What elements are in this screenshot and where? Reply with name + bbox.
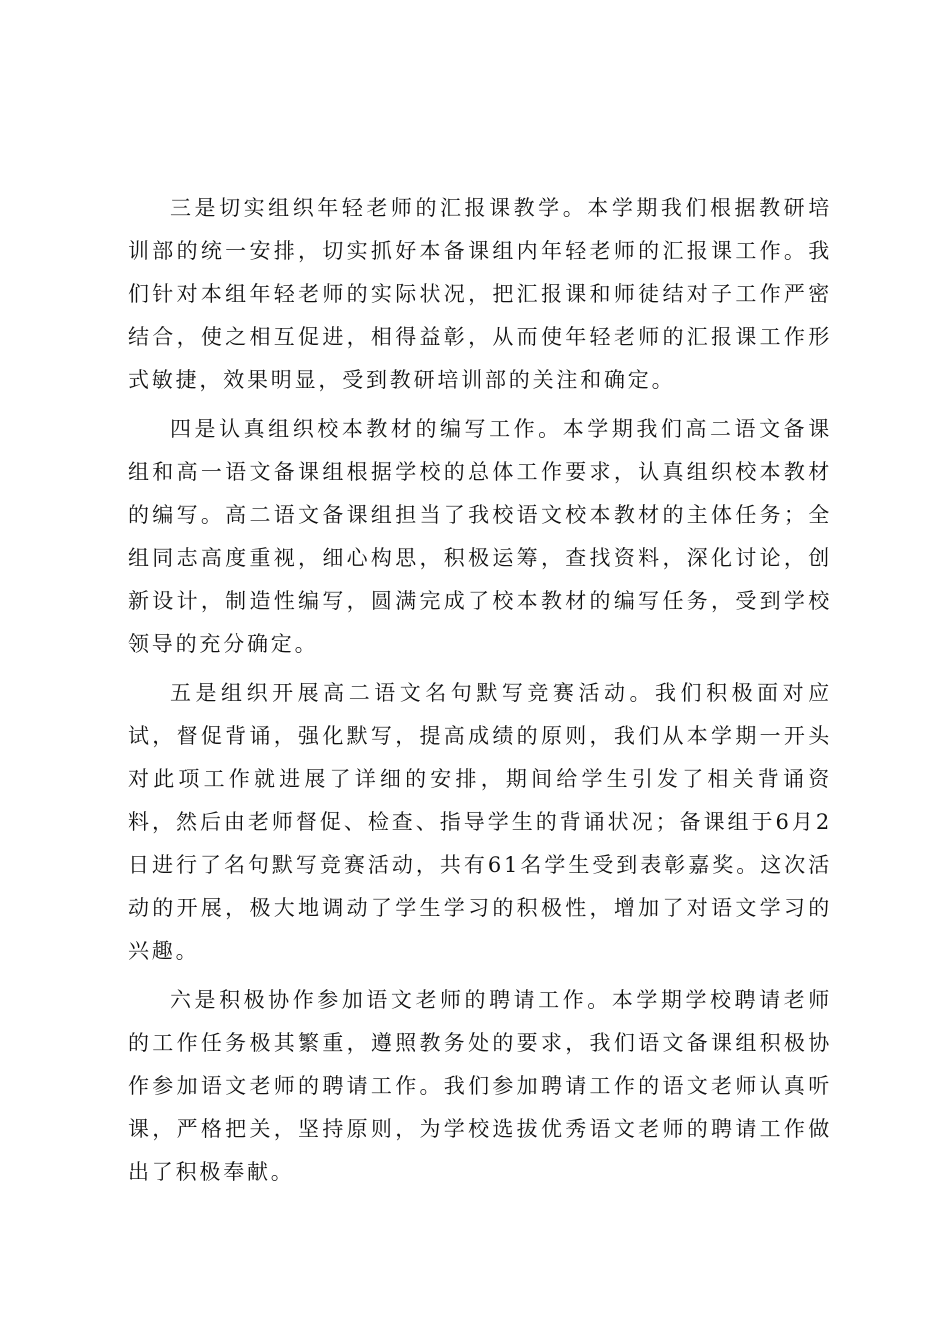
paragraph-6-teacher-hiring: 六是积极协作参加语文老师的聘请工作。本学期学校聘请老师的工作任务极其繁重，遵照教务处的要求，我们语文备课组积极协作参加语文老师的聘请工作。我们参加聘请工作的语文老师认真听课，严格把关，坚持原则，为学校选拔优秀语文老师的聘请工作做出了积极奉献。 (128, 988, 832, 1184)
document-body (128, 187, 832, 1200)
paragraph-4-textbook-writing: 四是认真组织校本教材的编写工作。本学期我们高二语文备课组和高一语文备课组根据学校的总体工作要求，认真组织校本教材的编写。高二语文备课组担当了我校语文校本教材的主体任务；全组同志高度重视，细心构思，积极运筹，查找资料，深化讨论，创新设计，制造性编写，圆满完成了校本教材的编写任务，受到学校领导的充分确定。 (128, 417, 832, 656)
paragraph-5-recitation-contest: 五是组织开展高二语文名句默写竞赛活动。我们积极面对应试，督促背诵，强化默写，提高成绩的原则，我们从本学期一开头对此项工作就进展了详细的安排，期间给学生引发了相关背诵资料，然后由老师督促、检查、指导学生的背诵状况；备课组于6月2日进行了名句默写竞赛活动，共有61名学生受到表彰嘉奖。这次活动的开展，极大地调动了学生学习的积极性，增加了对语文学习的兴趣。 (128, 681, 832, 963)
paragraph-3-demo-lessons: 三是切实组织年轻老师的汇报课教学。本学期我们根据教研培训部的统一安排，切实抓好本备课组内年轻老师的汇报课工作。我们针对本组年轻老师的实际状况，把汇报课和师徒结对子工作严密结合，使之相互促进，相得益彰，从而使年轻老师的汇报课工作形式敏捷，效果明显，受到教研培训部的关注和确定。 (128, 196, 832, 392)
